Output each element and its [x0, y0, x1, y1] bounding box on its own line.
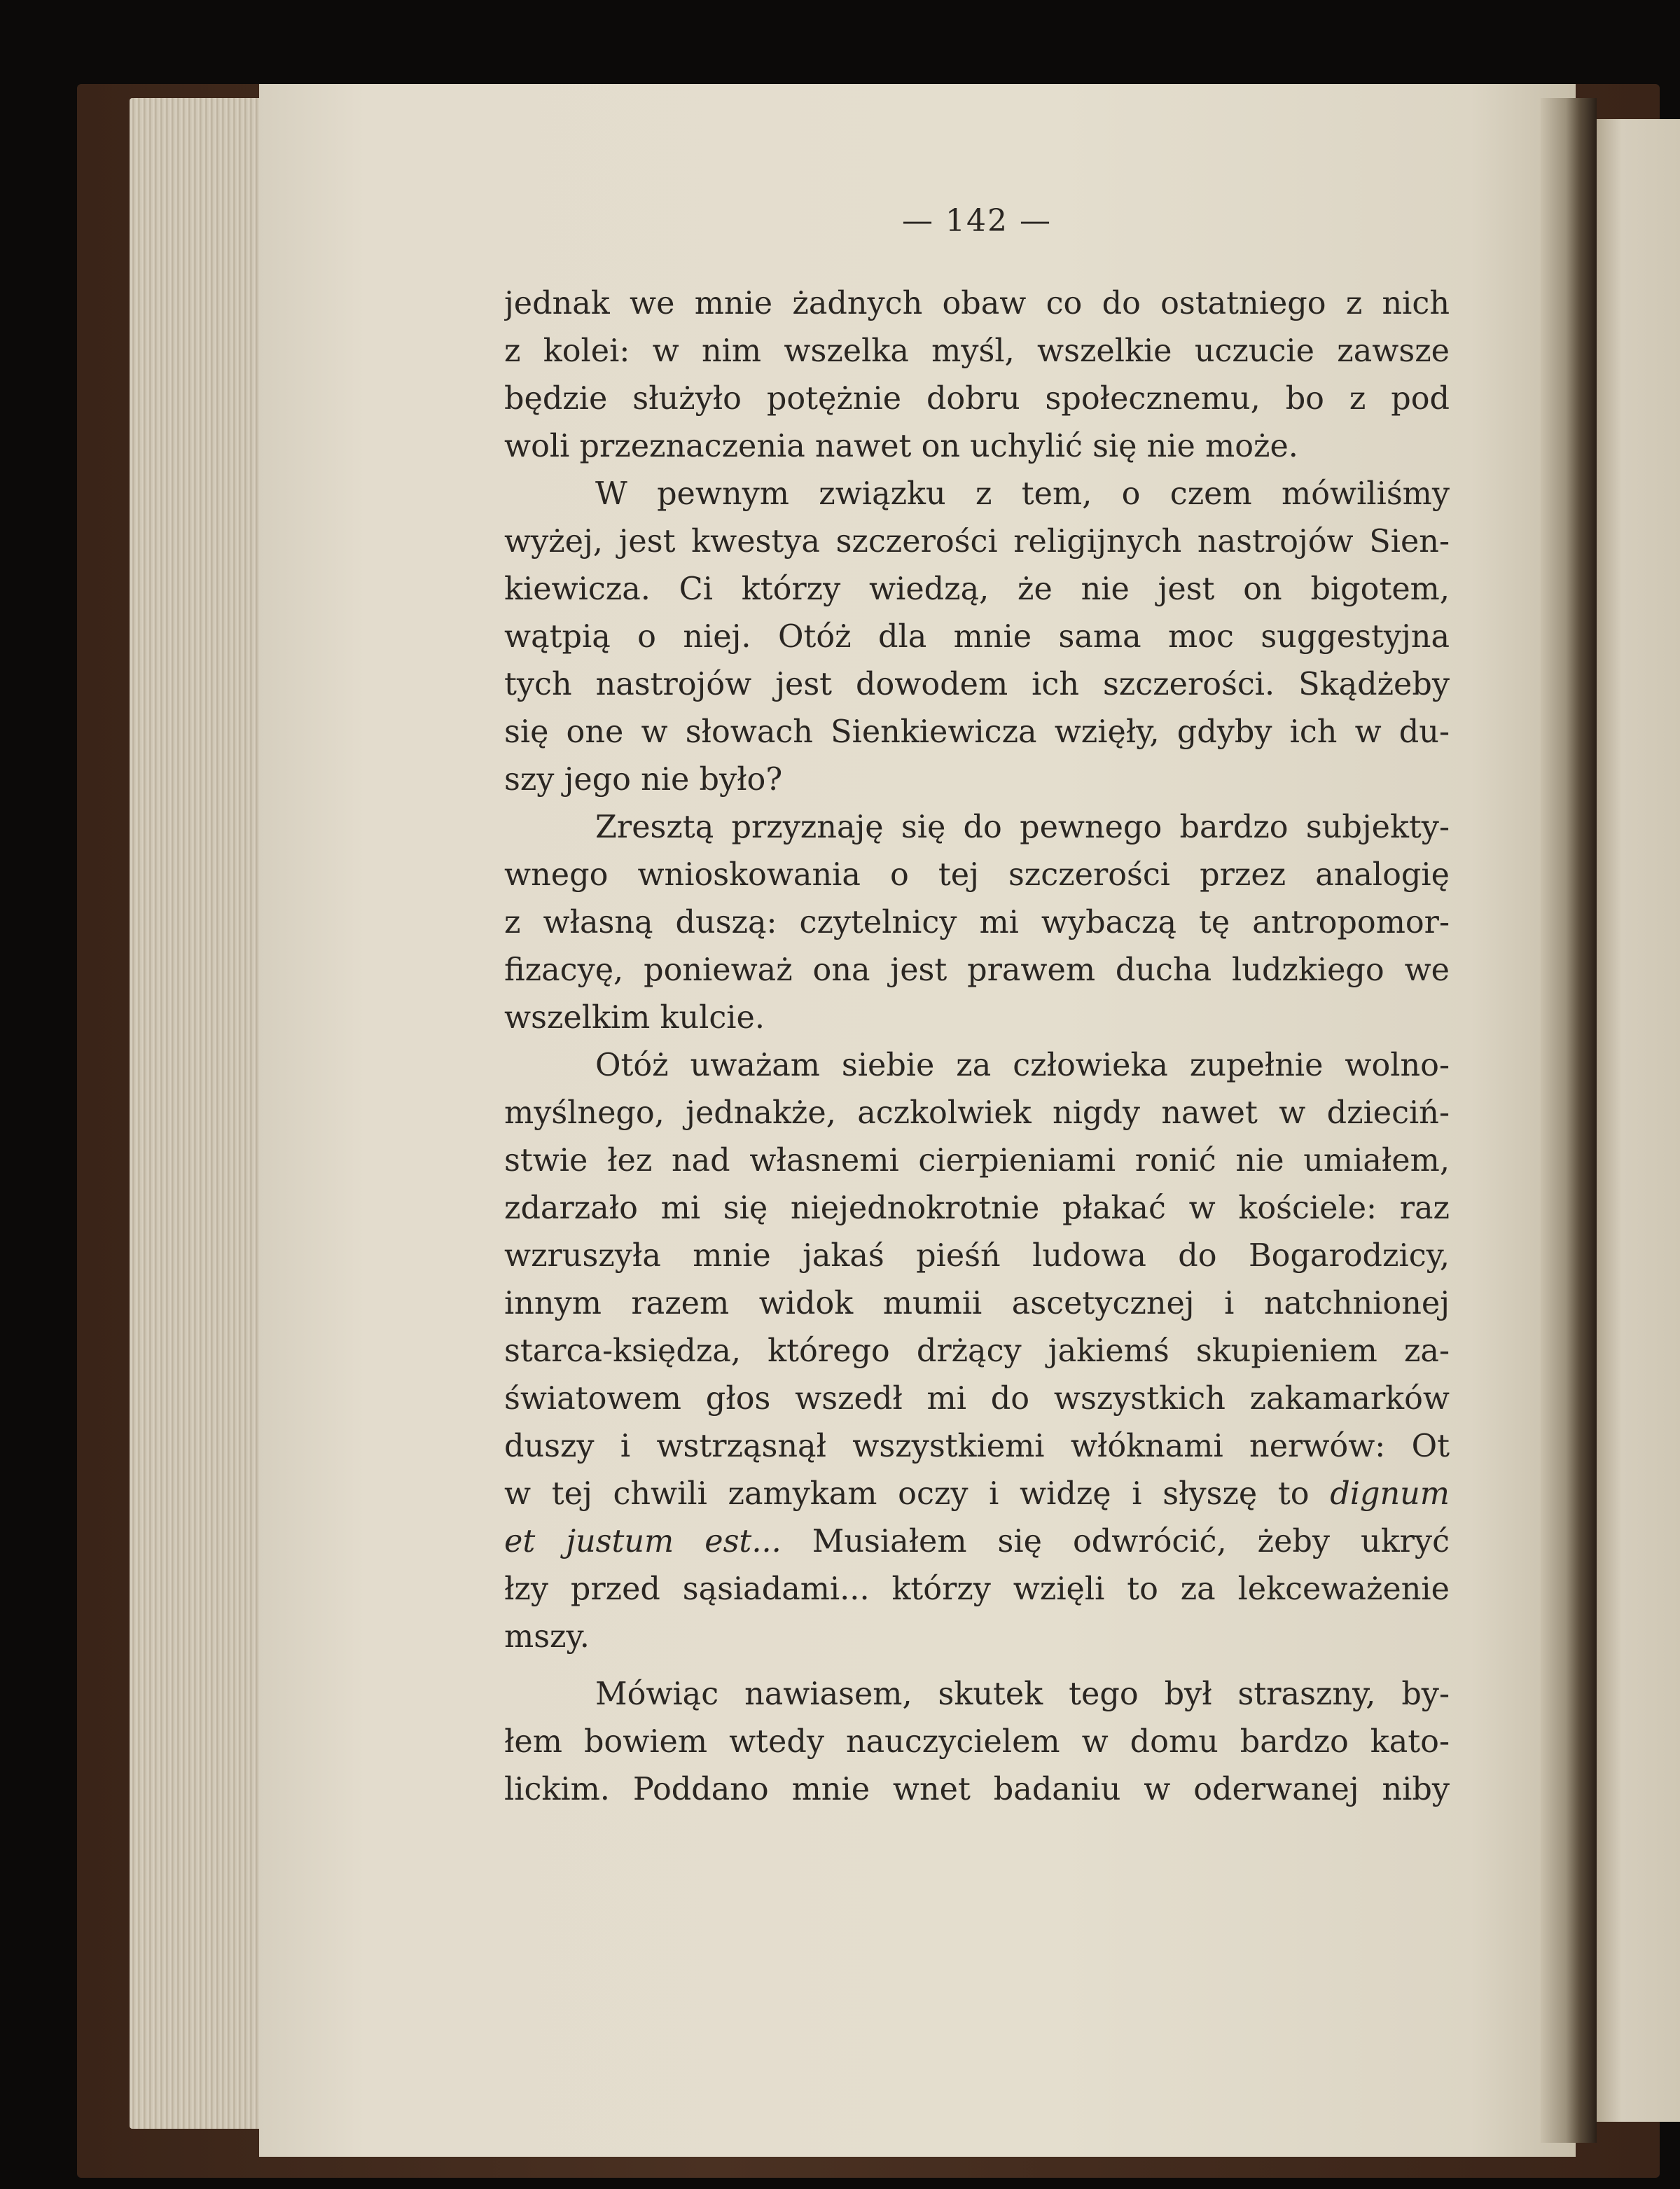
- text-line: Zresztą przyznaję się do pewnego bardzo subjekty-: [595, 809, 1450, 845]
- text-line: fizacyę, ponieważ ona jest prawem ducha ludzkiego we: [504, 952, 1450, 988]
- text-line: lickim. Poddano mnie wnet badaniu w oderwanej niby: [504, 1772, 1450, 1807]
- text-line: kiewicza. Ci którzy wiedzą, że nie jest on bigotem,: [504, 571, 1450, 607]
- text-line: w tej chwili zamykam oczy i widzę i słyszę to dignum: [504, 1476, 1450, 1512]
- body-text: [504, 280, 1450, 1814]
- text-line: starca-księdza, którego drżący jakiemś skupieniem za-: [504, 1333, 1450, 1369]
- text-line: W pewnym związku z tem, o czem mówiliśmy: [595, 476, 1450, 512]
- text-line: et justum est... Musiałem się odwrócić, żeby ukryć: [504, 1524, 1450, 1559]
- text-line: wszelkim kulcie.: [504, 1000, 765, 1036]
- text-line: duszy i wstrząsnął wszystkiemi włóknami nerwów: Ot: [504, 1429, 1450, 1464]
- text-line: światowem głos wszedł mi do wszystkich zakamarków: [504, 1381, 1450, 1417]
- text-line: zdarzało mi się niejednokrotnie płakać w kościele: raz: [504, 1190, 1450, 1226]
- text-line: woli przeznaczenia nawet on uchylić się nie może.: [504, 429, 1298, 464]
- text-line: wzruszyła mnie jakaś pieśń ludowa do Bogarodzicy,: [504, 1238, 1450, 1274]
- text-line: będzie służyło potężnie dobru społecznemu, bo z pod: [504, 381, 1450, 417]
- text-line: się one w słowach Sienkiewicza wzięły, gdyby ich w du-: [504, 714, 1450, 750]
- text-line: łzy przed sąsiadami... którzy wzięli to za lekceważenie: [504, 1571, 1450, 1607]
- text-line: innym razem widok mumii ascetycznej i natchnionej: [504, 1286, 1450, 1321]
- page-number: — 142 —: [902, 203, 1052, 239]
- text-line: stwie łez nad własnemi cierpieniami ronić nie umiałem,: [504, 1143, 1450, 1179]
- facing-page-edge: [1597, 119, 1680, 2122]
- text-line: Otóż uważam siebie za człowieka zupełnie wolno-: [595, 1048, 1450, 1083]
- text-line: łem bowiem wtedy nauczycielem w domu bardzo kato-: [504, 1724, 1450, 1760]
- text-line: szy jego nie było?: [504, 762, 783, 798]
- text-line: z własną duszą: czytelnicy mi wybaczą tę antropomor-: [504, 905, 1450, 940]
- text-line: Mówiąc nawiasem, skutek tego był straszny, by-: [595, 1676, 1450, 1712]
- text-line: wątpią o niej. Otóż dla mnie sama moc suggestyjna: [504, 619, 1450, 655]
- book-gutter: [1541, 98, 1597, 2143]
- text-line: jednak we mnie żadnych obaw co do ostatniego z nich: [504, 286, 1450, 321]
- page-edges: [130, 98, 263, 2129]
- text-line: mszy.: [504, 1619, 590, 1655]
- text-line: myślnego, jednakże, aczkolwiek nigdy nawet w dzieciń-: [504, 1095, 1450, 1131]
- text-line: z kolei: w nim wszelka myśl, wszelkie uczucie zawsze: [504, 333, 1450, 369]
- text-line: wyżej, jest kwestya szczerości religijnych nastrojów Sien-: [504, 524, 1450, 560]
- text-line: tych nastrojów jest dowodem ich szczerości. Skądżeby: [504, 667, 1450, 702]
- text-line: wnego wnioskowania o tej szczerości przez analogię: [504, 857, 1450, 893]
